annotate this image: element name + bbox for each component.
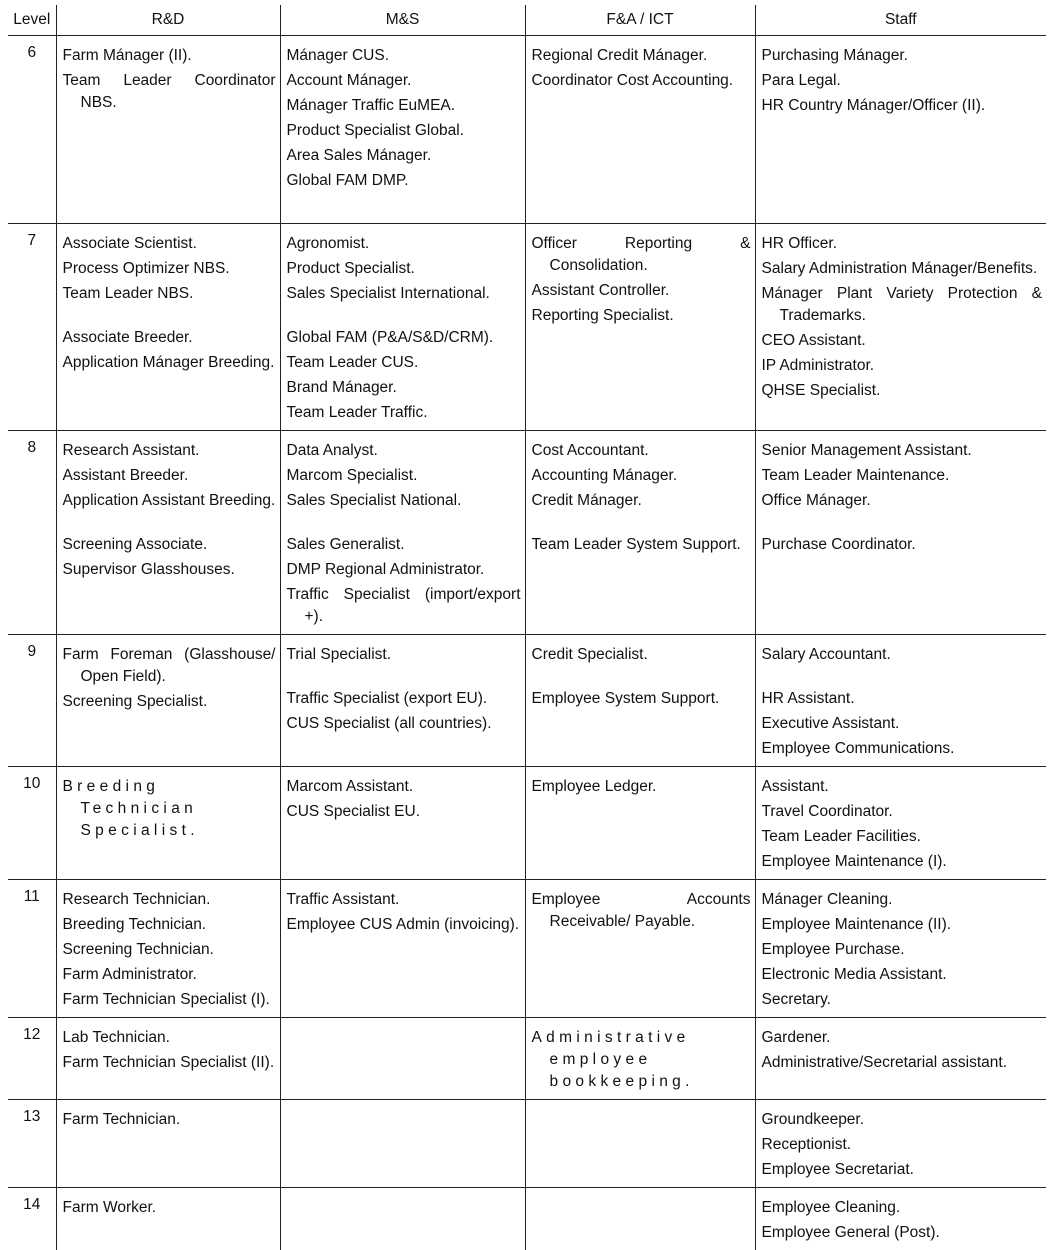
fa-cell [525,1188,755,1250]
level-cell: 14 [8,1188,56,1250]
header-level: Level [8,5,56,36]
job-title: Employee System Support. [532,688,751,710]
job-title: Traffic Assistant. [287,889,521,911]
staff-cell [755,1188,1046,1250]
header-row [8,5,1046,36]
job-title: Executive Assistant. [762,713,1043,735]
job-title: Sales Specialist International. [287,283,521,305]
fa-cell [525,1018,755,1100]
job-title: Travel Coordinator. [762,801,1043,823]
job-title: Salary Administration Mánager/Benefits. [762,258,1043,280]
table-row [8,767,1046,880]
job-title: Trial Specialist. [287,644,521,666]
staff-cell [755,431,1046,635]
job-title: Secretary. [762,989,1043,1011]
job-title: CEO Assistant. [762,330,1043,352]
staff-cell [755,767,1046,880]
table-body [8,36,1046,1250]
job-title: Administrative/Secretarial assistant. [762,1052,1043,1074]
job-title: IP Administrator. [762,355,1043,377]
job-title: Team Leader System Support. [532,534,751,556]
job-title: Farm Foreman (Glasshouse/ Open Field). [63,644,276,688]
job-title: Employee Communications. [762,738,1043,760]
job-title: Regional Credit Mánager. [532,45,751,67]
job-title: Breeding Technician. [63,914,276,936]
job-title: Credit Specialist. [532,644,751,666]
job-title: Supervisor Glasshouses. [63,559,276,581]
fa-cell [525,767,755,880]
job-title: Credit Mánager. [532,490,751,512]
table-row [8,880,1046,1018]
fa-cell [525,224,755,431]
job-title: Employee Cleaning. [762,1197,1043,1219]
job-title: Farm Worker. [63,1197,276,1219]
job-title: Data Analyst. [287,440,521,462]
level-cell: 13 [8,1100,56,1188]
job-title: Area Sales Mánager. [287,145,521,167]
ms-cell [280,431,525,635]
job-title: Mánager Plant Variety Protection & Trademarks. [762,283,1043,327]
job-title: Farm Technician Specialist (II). [63,1052,276,1074]
job-title: Team Leader Facilities. [762,826,1043,848]
job-title: Process Optimizer NBS. [63,258,276,280]
job-title: Research Assistant. [63,440,276,462]
job-title: Senior Management Assistant. [762,440,1043,462]
level-cell: 8 [8,431,56,635]
job-title: Purchasing Mánager. [762,45,1043,67]
job-title: Traffic Specialist (export EU). [287,688,521,710]
job-title: Officer Reporting & Consolidation. [532,233,751,277]
job-title: Mánager Cleaning. [762,889,1043,911]
job-level-table [8,5,1046,1250]
ms-cell [280,1018,525,1100]
table-row [8,224,1046,431]
job-title: Brand Mánager. [287,377,521,399]
staff-cell [755,1100,1046,1188]
job-title: Team Leader Coordinator NBS. [63,70,276,114]
job-title: Cost Accountant. [532,440,751,462]
ms-cell [280,1188,525,1250]
job-title: Associate Breeder. [63,327,276,349]
level-cell: 7 [8,224,56,431]
job-title: Team Leader NBS. [63,283,276,305]
job-title: Traffic Specialist (import/export +). [287,584,521,628]
rd-cell [56,224,280,431]
job-title: Global FAM DMP. [287,170,521,192]
job-title: Sales Specialist National. [287,490,521,512]
job-title: Global FAM (P&A/S&D/CRM). [287,327,521,349]
job-title: Associate Scientist. [63,233,276,255]
job-title: Screening Technician. [63,939,276,961]
job-title: Office Mánager. [762,490,1043,512]
level-cell: 6 [8,36,56,224]
ms-cell [280,880,525,1018]
job-title: Marcom Assistant. [287,776,521,798]
ms-cell [280,36,525,224]
job-title: Reporting Specialist. [532,305,751,327]
job-title: Employee Maintenance (II). [762,914,1043,936]
job-title: Employee Accounts Receivable/ Payable. [532,889,751,933]
rd-cell [56,635,280,767]
rd-cell [56,1100,280,1188]
job-title: DMP Regional Administrator. [287,559,521,581]
job-title: Breeding Technician Specialist. [63,776,276,842]
rd-cell [56,1018,280,1100]
ms-cell [280,767,525,880]
fa-cell [525,36,755,224]
job-title: HR Officer. [762,233,1043,255]
job-title: Farm Mánager (II). [63,45,276,67]
job-title: CUS Specialist EU. [287,801,521,823]
job-title: HR Country Mánager/Officer (II). [762,95,1043,117]
ms-cell [280,224,525,431]
job-title: Gardener. [762,1027,1043,1049]
staff-cell [755,36,1046,224]
job-title: Mánager CUS. [287,45,521,67]
level-cell: 11 [8,880,56,1018]
header-staff: Staff [755,5,1046,36]
job-title: Receptionist. [762,1134,1043,1156]
job-title: Employee Ledger. [532,776,751,798]
job-title: Product Specialist Global. [287,120,521,142]
job-title: Farm Technician. [63,1109,276,1131]
fa-cell [525,431,755,635]
level-cell: 9 [8,635,56,767]
table-row [8,1018,1046,1100]
header-rd: R&D [56,5,280,36]
fa-cell [525,1100,755,1188]
job-title: Administrative employee bookkeeping. [532,1027,751,1093]
job-title: Mánager Traffic EuMEA. [287,95,521,117]
level-cell: 10 [8,767,56,880]
staff-cell [755,224,1046,431]
job-title: Application Mánager Breeding. [63,352,276,374]
job-title: Para Legal. [762,70,1043,92]
job-title: Farm Technician Specialist (I). [63,989,276,1011]
job-title: HR Assistant. [762,688,1043,710]
level-cell: 12 [8,1018,56,1100]
job-title: QHSE Specialist. [762,380,1043,402]
job-title: Application Assistant Breeding. [63,490,276,512]
staff-cell [755,880,1046,1018]
job-title: Employee Secretariat. [762,1159,1043,1181]
ms-cell [280,635,525,767]
table-row [8,635,1046,767]
job-title: Purchase Coordinator. [762,534,1043,556]
fa-cell [525,635,755,767]
job-title: Marcom Specialist. [287,465,521,487]
table-row [8,1100,1046,1188]
job-title: Sales Generalist. [287,534,521,556]
job-title: Farm Administrator. [63,964,276,986]
rd-cell [56,767,280,880]
job-title: Screening Associate. [63,534,276,556]
job-title: Team Leader Maintenance. [762,465,1043,487]
job-title: Groundkeeper. [762,1109,1043,1131]
job-title: Employee Maintenance (I). [762,851,1043,873]
header-fa-ict: F&A / ICT [525,5,755,36]
table-row [8,431,1046,635]
ms-cell [280,1100,525,1188]
job-title: Team Leader Traffic. [287,402,521,424]
job-title: Salary Accountant. [762,644,1043,666]
job-title: Team Leader CUS. [287,352,521,374]
staff-cell [755,1018,1046,1100]
job-title: Employee CUS Admin (invoicing). [287,914,521,936]
job-title: Research Technician. [63,889,276,911]
rd-cell [56,431,280,635]
job-title: Assistant. [762,776,1043,798]
job-title: Agronomist. [287,233,521,255]
job-title: Assistant Controller. [532,280,751,302]
table-row [8,1188,1046,1250]
fa-cell [525,880,755,1018]
rd-cell [56,880,280,1018]
job-title: Electronic Media Assistant. [762,964,1043,986]
staff-cell [755,635,1046,767]
job-title: Accounting Mánager. [532,465,751,487]
job-title: CUS Specialist (all countries). [287,713,521,735]
job-title: Employee Purchase. [762,939,1043,961]
rd-cell [56,36,280,224]
table-row [8,36,1046,224]
job-title: Lab Technician. [63,1027,276,1049]
header-ms: M&S [280,5,525,36]
job-title: Assistant Breeder. [63,465,276,487]
job-title: Coordinator Cost Accounting. [532,70,751,92]
job-title: Account Mánager. [287,70,521,92]
job-title: Screening Specialist. [63,691,276,713]
job-title: Product Specialist. [287,258,521,280]
rd-cell [56,1188,280,1250]
job-title: Employee General (Post). [762,1222,1043,1244]
